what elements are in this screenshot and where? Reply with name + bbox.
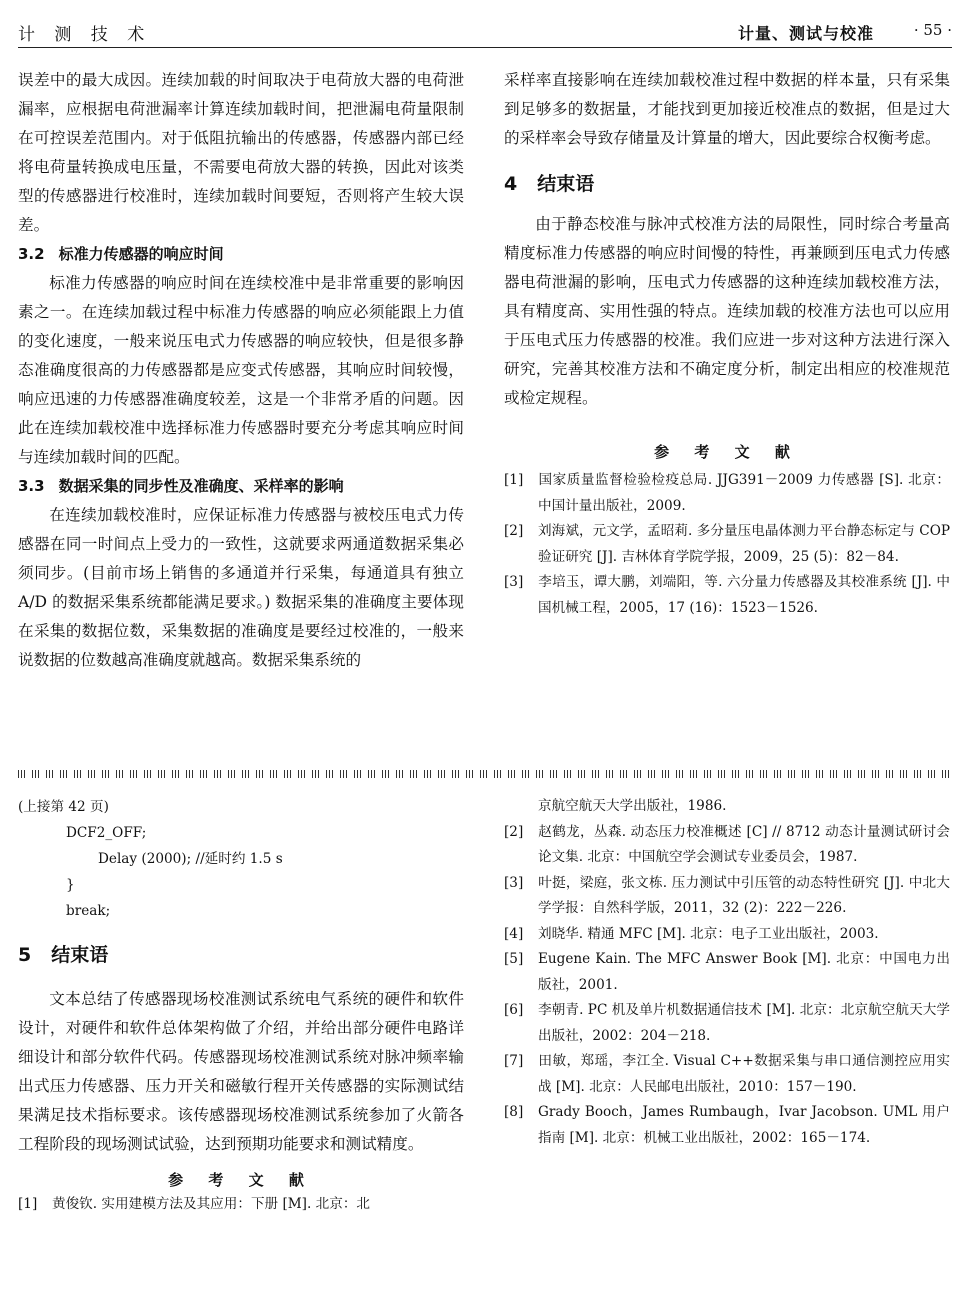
paragraph: 在连续加载校准时，应保证标准力传感器与被校压电式力传感器在同一时间点上受力的一致性，这就要求两通道数据采集必须同步。(目前市场上销售的多通道并行采集，每通道具有独立 A/D 的数据采集系统都能满足要求。) 数据采集的准确度主要体现在采集的数据位数，采集数据的准确度是要经过校准的，一般来说数据的位数越高准确度就越高。数据采集系统的 [18, 506, 464, 669]
code-line: Delay (2000); //延时约 1.5 s [98, 851, 283, 867]
section-heading-4 [504, 169, 950, 196]
section-heading-5 [18, 940, 464, 967]
paragraph: 采样率直接影响在连续加载校准过程中数据的样本量，只有采集到足够多的数据量，才能找到更加接近校准点的数据，但是过大的采样率会导致存储量及计算量的增大，因此要综合权衡考虑。 [504, 71, 950, 147]
paragraph: 误差中的最大成因。连续加载的时间取决于电荷放大器的电荷泄漏率，应根据电荷泄漏率计算连续加载时间，把泄漏电荷量限制在可控误差范围内。对于低阻抗输出的传感器，传感器内部已经将电荷量转换成电压量，不需要电荷放大器的转换，因此对该类型的传感器进行校准时，连续加载时间要短，否则将产生较大误差。 [18, 71, 464, 234]
section-number: 4 [504, 173, 518, 195]
reference-continuation: 京航空航天大学出版社，1986. [538, 798, 727, 814]
section-number: 5 [18, 944, 32, 966]
reference-number: [1] [18, 1196, 38, 1212]
paragraph: 标准力传感器的响应时间在连续校准中是非常重要的影响因素之一。在连续加载过程中标准力传感器的响应必须能跟上力值的变化速度，一般来说压电式力传感器的响应较快，但是很多静态准确度很高的力传感器都是应变式传感器，其响应时间较慢，响应迅速的力传感器准确度较差，这是一个非常矛盾的问题。因此在连续加载校准中选择标准力传感器时要充分考虑其响应时间与连续加载时间的匹配。 [18, 274, 464, 466]
section-heading-3-2 [18, 240, 464, 269]
reference-number: [2] [504, 523, 524, 539]
reference-number: [3] [504, 874, 524, 891]
top-right-column [504, 66, 950, 621]
code-line: DCF2_OFF; [66, 825, 147, 841]
reference-number: [3] [504, 574, 524, 590]
reference-text: Eugene Kain. The MFC Answer Book [M]. 北京：中国电力出版社，2001. [538, 951, 950, 993]
reference-item [504, 871, 950, 922]
bottom-right-column [504, 794, 950, 1151]
reference-text: 赵鹤龙，丛森. 动态压力校准概述 [C] // 8712 动态计量测试研讨会论文集. 北京：中国航空学会测试专业委员会，1987. [538, 823, 950, 865]
reference-item [504, 1100, 950, 1151]
reference-text: 李朝青. PC 机及单片机数据通信技术 [M]. 北京：北京航空航天大学出版社，2002：204－218. [538, 1002, 950, 1044]
section-title: 结束语 [51, 944, 109, 966]
reference-item [504, 947, 950, 998]
section-name: 计量、测试与校准 [737, 24, 874, 43]
bottom-left-column [18, 794, 464, 1218]
reference-item [504, 1049, 950, 1100]
references-title: 参 考 文 献 [168, 1171, 314, 1189]
reference-number: [1] [504, 472, 524, 488]
paragraph: 由于静态校准与脉冲式校准方法的局限性，同时综合考量高精度标准力传感器的响应时间慢的特性，再兼顾到压电式力传感器电荷泄漏的影响，压电式力传感器的这种连续加载校准方法，具有精度高、实用性强的特点。连续加载的校准方法也可以应用于压电式压力传感器的校准。我们应进一步对这种方法进行深入研究，完善其校准方法和不确定度分析，制定出相应的校准规范或检定规程。 [504, 215, 950, 407]
reference-list [504, 794, 950, 1151]
continued-note: (上接第 42 页) [18, 799, 109, 815]
top-left-column [18, 66, 464, 675]
reference-item [504, 468, 950, 519]
reference-number: [6] [504, 1002, 524, 1018]
header-rule [18, 47, 952, 48]
reference-item [504, 998, 950, 1049]
reference-text: 黄俊钦. 实用建模方法及其应用：下册 [M]. 北京：北 [52, 1196, 371, 1212]
section-number: 3.3 [18, 477, 45, 495]
paragraph: 文本总结了传感器现场校准测试系统电气系统的硬件和软件设计，对硬件和软件总体架构做了介绍，并给出部分硬件电路详细设计和部分软件代码。传感器现场校准测试系统对脉冲频率输出式压力传感器、压力开关和磁敏行程开关传感器的实际测试结果满足技术指标要求。该传感器现场校准测试系统参加了火箭各工程阶段的现场测试试验，达到预期功能要求和测试精度。 [18, 990, 464, 1153]
reference-text: Grady Booch，James Rumbaugh，Ivar Jacobson. UML 用户指南 [M]. 北京：机械工业出版社，2002：165－174. [538, 1104, 950, 1146]
reference-number: [4] [504, 925, 524, 942]
reference-number: [5] [504, 951, 524, 967]
reference-text: 李培玉，谭大鹏，刘端阳，等. 六分量力传感器及其校准系统 [J]. 中国机械工程，2005，17 (16)：1523－1526. [538, 574, 950, 616]
section-title: 结束语 [537, 173, 595, 195]
journal-name: 计 测 技 术 [18, 25, 152, 45]
reference-item [504, 519, 950, 570]
reference-number: [2] [504, 823, 524, 840]
section-title: 标准力传感器的响应时间 [58, 245, 224, 263]
reference-item [18, 1192, 464, 1218]
article-separator [18, 770, 952, 778]
section-number: 3.2 [18, 245, 45, 263]
reference-number: [7] [504, 1053, 524, 1069]
reference-item [504, 922, 950, 948]
reference-item [504, 570, 950, 621]
reference-text: 刘海斌，元文学，孟昭莉. 多分量压电晶体测力平台静态标定与 COP 验证研究 [J]. 吉林体育学院学报，2009，25 (5)：82－84. [538, 523, 950, 565]
reference-number: [8] [504, 1104, 524, 1120]
reference-list [18, 1192, 464, 1218]
reference-text: 田敏，郑瑶，李江全. Visual C++数据采集与串口通信测控应用实战 [M]. 北京：人民邮电出版社，2010：157－190. [538, 1053, 950, 1095]
code-line: } [66, 877, 75, 893]
reference-list [504, 468, 950, 621]
page-number: · 55 · [913, 21, 952, 39]
reference-item [504, 820, 950, 871]
reference-text: 刘晓华. 精通 MFC [M]. 北京：电子工业出版社，2003. [538, 925, 879, 942]
references-title: 参 考 文 献 [654, 443, 800, 461]
section-heading-3-3 [18, 472, 464, 501]
page-header [18, 18, 952, 44]
section-title: 数据采集的同步性及准确度、采样率的影响 [58, 477, 344, 495]
reference-text: 国家质量监督检验检疫总局. JJG391－2009 力传感器 [S]. 北京：中国计量出版社，2009. [538, 472, 950, 514]
code-line: break; [66, 903, 111, 919]
reference-text: 叶挺，梁庭，张文栋. 压力测试中引压管的动态特性研究 [J]. 中北大学学报：自然科学版，2011，32 (2)：222－226. [538, 874, 950, 916]
